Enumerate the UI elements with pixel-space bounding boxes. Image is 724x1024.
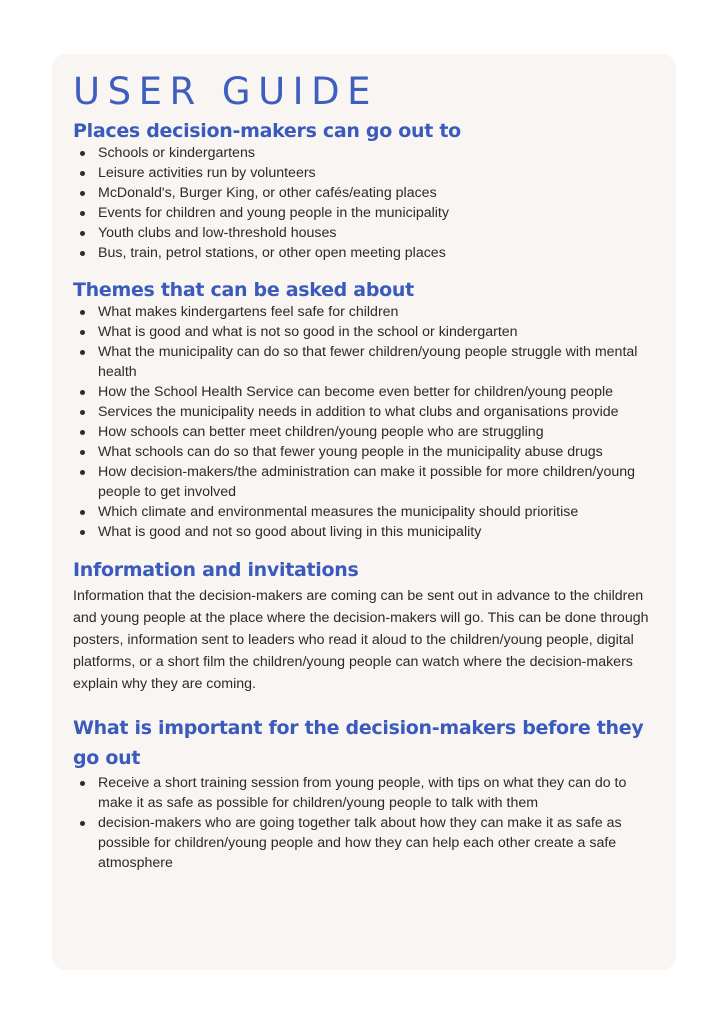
- list-item: Bus, train, petrol stations, or other open meeting places: [73, 243, 654, 263]
- list-item: How the School Health Service can become even better for children/young people: [73, 382, 654, 402]
- list-item: Which climate and environmental measures the municipality should prioritise: [73, 502, 654, 522]
- section-heading-important: What is important for the decision-makers before they go out: [73, 717, 644, 769]
- information-paragraph: Information that the decision-makers are coming can be sent out in advance to the children and young people at the place where the decision-makers will go. This can be done through posters, information sent to leaders who read it aloud to the children/young people, digital platforms, or a short film the children/young people can watch where the decision-makers explain why they are coming.: [73, 588, 649, 692]
- section-heading-information: Information and invitations: [73, 559, 359, 581]
- themes-list: [73, 302, 654, 542]
- page-title: USER GUIDE: [73, 70, 378, 113]
- list-item: Schools or kindergartens: [73, 143, 654, 163]
- list-item: Receive a short training session from young people, with tips on what they can do to make it as safe as possible for children/young people to talk with them: [73, 773, 654, 813]
- list-item: What the municipality can do so that fewer children/young people struggle with mental health: [73, 342, 654, 382]
- list-item: What is good and what is not so good in the school or kindergarten: [73, 322, 654, 342]
- preparation-list: [73, 773, 654, 873]
- section-heading-places: Places decision-makers can go out to: [73, 120, 461, 142]
- list-item: How schools can better meet children/young people who are struggling: [73, 422, 654, 442]
- list-item: Youth clubs and low-threshold houses: [73, 223, 654, 243]
- section-heading-themes: Themes that can be asked about: [73, 279, 414, 301]
- list-item: Services the municipality needs in addition to what clubs and organisations provide: [73, 402, 654, 422]
- list-item: How decision-makers/the administration can make it possible for more children/young people to get involved: [73, 462, 654, 502]
- user-guide-card: [52, 54, 676, 970]
- list-item: What is good and not so good about living in this municipality: [73, 522, 654, 542]
- list-item: McDonald's, Burger King, or other cafés/eating places: [73, 183, 654, 203]
- list-item: What makes kindergartens feel safe for children: [73, 302, 654, 322]
- places-list: [73, 143, 654, 263]
- list-item: Leisure activities run by volunteers: [73, 163, 654, 183]
- list-item: decision-makers who are going together talk about how they can make it as safe as possible for children/young people and how they can help each other create a safe atmosphere: [73, 813, 654, 873]
- list-item: What schools can do so that fewer young people in the municipality abuse drugs: [73, 442, 654, 462]
- list-item: Events for children and young people in the municipality: [73, 203, 654, 223]
